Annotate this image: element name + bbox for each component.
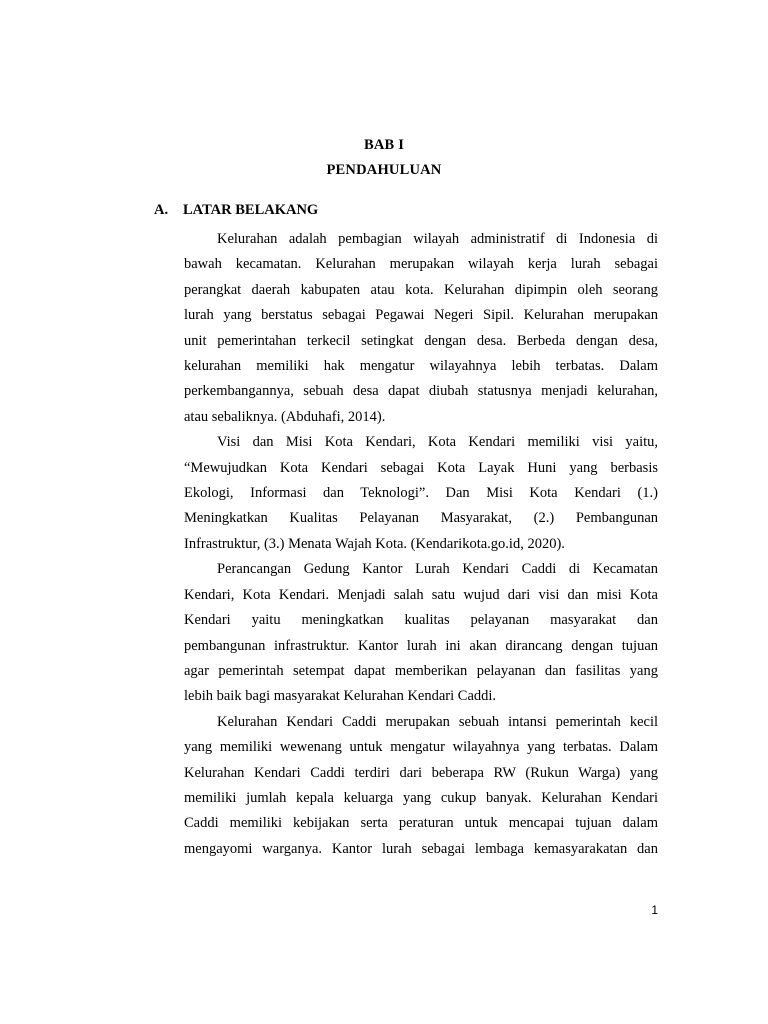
text-line: memiliki jumlah kepala keluarga yang cukup banyak. Kelurahan Kendari — [184, 789, 658, 806]
section-title: LATAR BELAKANG — [183, 202, 319, 218]
text-line: lurah yang berstatus sebagai Pegawai Negeri Sipil. Kelurahan merupakan — [184, 307, 658, 324]
body-text — [184, 227, 658, 862]
section-heading — [154, 202, 318, 219]
section-number: A. — [154, 202, 169, 218]
text-line: atau sebaliknya. (Abduhafi, 2014). — [184, 408, 386, 425]
text-line: Kelurahan Kendari Caddi terdiri dari beberapa RW (Rukun Warga) yang — [184, 764, 658, 781]
text-line: Perancangan Gedung Kantor Lurah Kendari Caddi di Kecamatan — [217, 561, 658, 578]
text-line: Ekologi, Informasi dan Teknologi”. Dan Misi Kota Kendari (1.) — [184, 485, 658, 502]
text-line: bawah kecamatan. Kelurahan merupakan wilayah kerja lurah sebagai — [184, 256, 658, 273]
text-line: Kelurahan adalah pembagian wilayah administratif di Indonesia di — [217, 231, 658, 247]
text-line: lebih baik bagi masyarakat Kelurahan Kendari Caddi. — [184, 688, 497, 705]
text-line: kelurahan memiliki hak mengatur wilayahnya lebih terbatas. Dalam — [184, 358, 658, 375]
chapter-title: PENDAHULUAN — [326, 162, 442, 178]
text-line: Visi dan Misi Kota Kendari, Kota Kendari memiliki visi yaitu, — [217, 434, 658, 451]
text-line: perkembangannya, sebuah desa dapat diubah statusnya menjadi kelurahan, — [184, 383, 658, 400]
page-number: 1 — [651, 903, 658, 917]
text-line: mengayomi warganya. Kantor lurah sebagai lembaga kemasyarakatan dan — [184, 840, 658, 857]
text-line: agar pemerintah setempat dapat memberikan pelayanan dan fasilitas yang — [184, 662, 658, 679]
text-line: Infrastruktur, (3.) Menata Wajah Kota. (Kendarikota.go.id, 2020). — [184, 535, 565, 552]
text-line: “Mewujudkan Kota Kendari sebagai Kota Layak Huni yang berbasis — [184, 459, 658, 476]
chapter-label: BAB I — [363, 137, 405, 153]
text-line: yang memiliki wewenang untuk mengatur wilayahnya yang terbatas. Dalam — [184, 739, 658, 756]
text-line: Kendari yaitu meningkatkan kualitas pelayanan masyarakat dan — [184, 612, 658, 629]
text-line: perangkat daerah kabupaten atau kota. Kelurahan dipimpin oleh seorang — [184, 281, 658, 298]
text-line: Kendari, Kota Kendari. Menjadi salah satu wujud dari visi dan misi Kota — [184, 586, 658, 603]
text-line: unit pemerintahan terkecil setingkat dengan desa. Berbeda dengan desa, — [184, 332, 658, 349]
text-line: Meningkatkan Kualitas Pelayanan Masyarakat, (2.) Pembangunan — [184, 510, 658, 527]
text-line: pembangunan infrastruktur. Kantor lurah ini akan dirancang dengan tujuan — [184, 637, 658, 654]
text-line: Caddi memiliki kebijakan serta peraturan untuk mencapai tujuan dalam — [184, 815, 658, 832]
text-line: Kelurahan Kendari Caddi merupakan sebuah intansi pemerintah kecil — [217, 713, 658, 730]
